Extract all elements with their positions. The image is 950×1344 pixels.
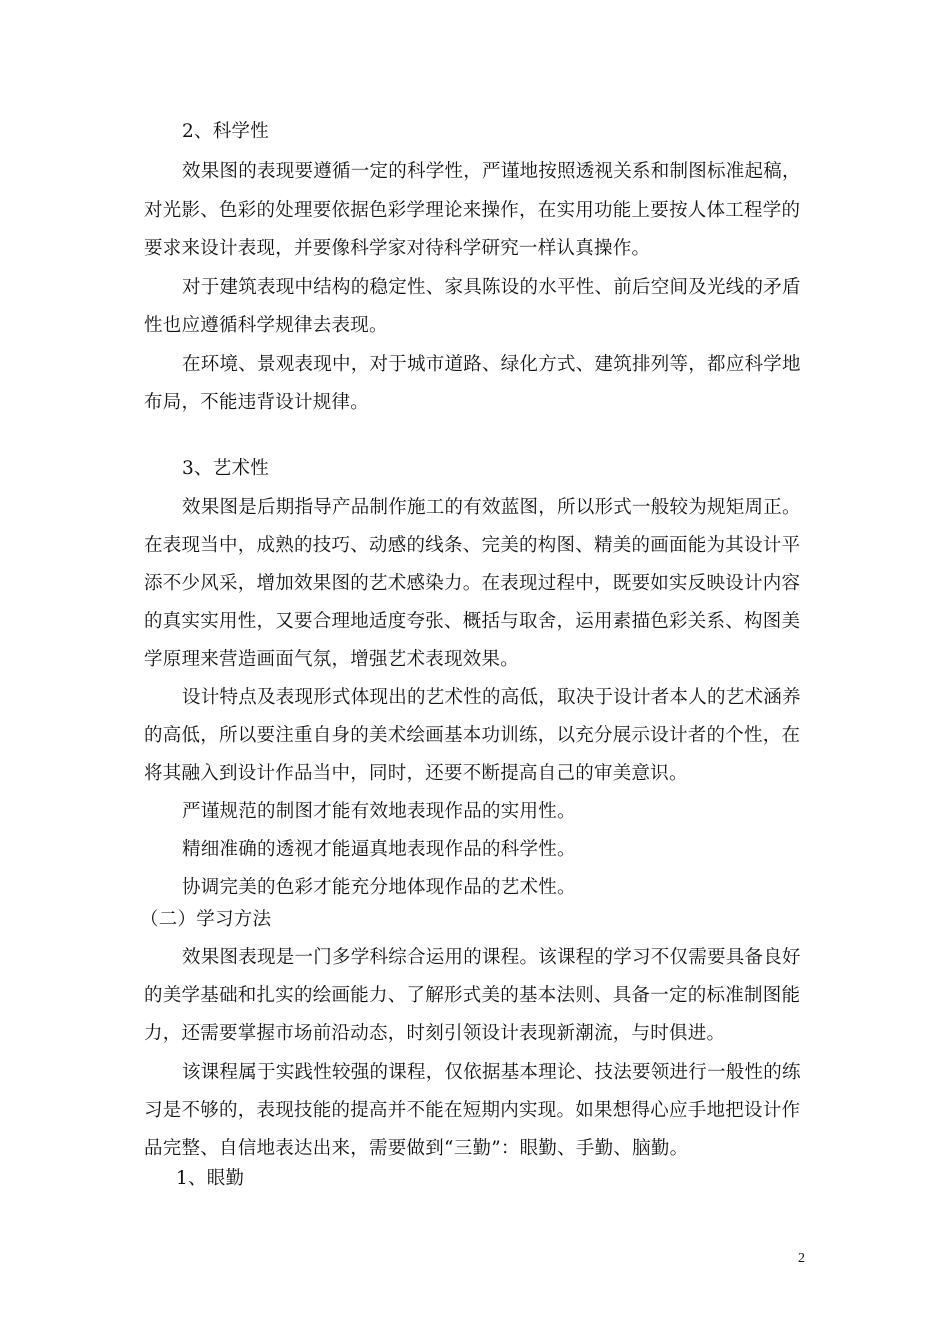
paragraph-line: 添不少风采，增加效果图的艺术感染力。在表现过程中，既要如实反映设计内容: [144, 573, 801, 594]
paragraph-line: 品完整、自信地表达出来，需要做到“三勤”：眼勤、手勤、脑勤。: [144, 1138, 689, 1159]
paragraph-line: 的高低，所以要注重自身的美术绘画基本功训练，以充分展示设计者的个性，在: [144, 725, 801, 746]
paragraph-line: 效果图表现是一门多学科综合运用的课程。该课程的学习不仅需要具备良好: [182, 947, 801, 968]
paragraph-line: 对光影、色彩的处理要依据色彩学理论来操作，在实用功能上要按人体工程学的: [144, 200, 801, 221]
page-number: 2: [798, 1251, 805, 1266]
section-heading-learning-method: （二）学习方法: [140, 909, 272, 930]
paragraph-line: 要求来设计表现，并要像科学家对待科学研究一样认真操作。: [144, 238, 651, 259]
paragraph-line: 该课程属于实践性较强的课程，仅依据基本理论、技法要领进行一般性的练: [182, 1062, 801, 1083]
paragraph-line: 设计特点及表现形式体现出的艺术性的高低，取决于设计者本人的艺术涵养: [182, 687, 801, 708]
paragraph-line: 的美学基础和扎实的绘画能力、了解形式美的基本法则、具备一定的标准制图能: [144, 985, 801, 1006]
paragraph-line: 力，还需要掌握市场前沿动态，时刻引领设计表现新潮流，与时俱进。: [144, 1023, 726, 1044]
paragraph-line: 布局，不能违背设计规律。: [144, 392, 370, 413]
paragraph-line: 严谨规范的制图才能有效地表现作品的实用性。: [182, 801, 576, 822]
paragraph-line: 精细准确的透视才能逼真地表现作品的科学性。: [182, 839, 576, 860]
paragraph-line: 性也应遵循科学规律去表现。: [144, 315, 388, 336]
section-heading-scientific: 2、科学性: [182, 121, 270, 142]
paragraph-line: 协调完美的色彩才能充分地体现作品的艺术性。: [182, 877, 576, 898]
paragraph-line: 学原理来营造画面气氛，增强艺术表现效果。: [144, 649, 520, 670]
paragraph-line: 习是不够的，表现技能的提高并不能在短期内实现。如果想得心应手地把设计作: [144, 1100, 801, 1121]
paragraph-line: 效果图是后期指导产品制作施工的有效蓝图，所以形式一般较为规矩周正。: [182, 497, 801, 518]
paragraph-line: 的真实实用性，又要合理地适度夸张、概括与取舍，运用素描色彩关系、构图美: [144, 611, 801, 632]
paragraph-line: 在表现当中，成熟的技巧、动感的线条、完美的构图、精美的画面能为其设计平: [144, 535, 801, 556]
paragraph-line: 对于建筑表现中结构的稳定性、家具陈设的水平性、前后空间及光线的矛盾: [182, 277, 801, 298]
subsection-heading-eye: 1、眼勤: [176, 1168, 245, 1189]
paragraph-line: 将其融入到设计作品当中，同时，还要不断提高自己的审美意识。: [144, 763, 688, 784]
paragraph-line: 在环境、景观表现中，对于城市道路、绿化方式、建筑排列等，都应科学地: [182, 354, 801, 375]
section-heading-artistic: 3、艺术性: [182, 458, 270, 479]
paragraph-line: 效果图的表现要遵循一定的科学性，严谨地按照透视关系和制图标准起稿，: [182, 161, 801, 182]
